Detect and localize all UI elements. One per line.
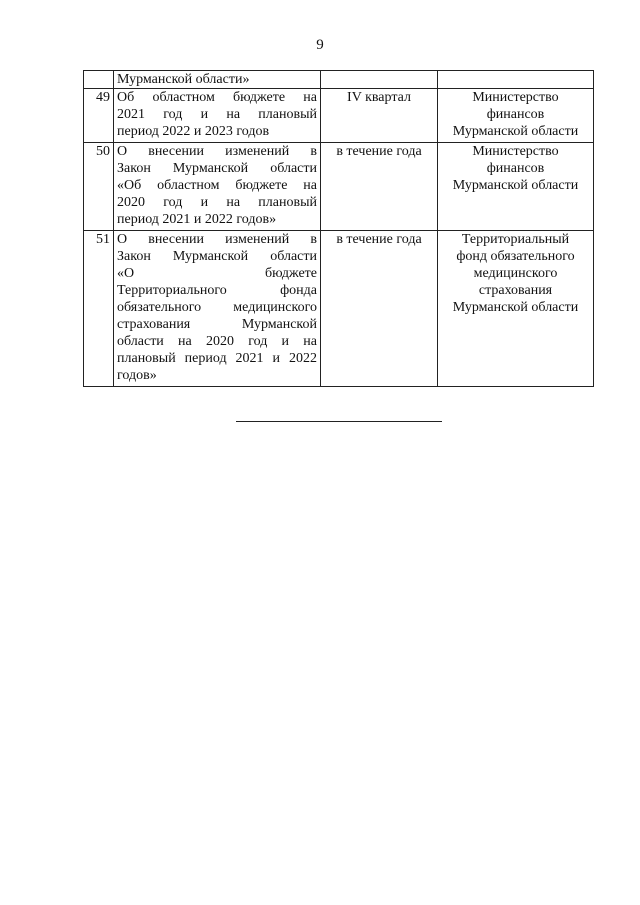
table-row	[84, 231, 594, 387]
law-title-line: период 2022 и 2023 годов	[117, 124, 270, 139]
law-title-line: Закон Мурманской области	[117, 161, 317, 176]
law-title-line: 2020 год и на плановый	[117, 195, 317, 210]
deadline: в течение года	[321, 143, 438, 231]
law-title	[114, 89, 321, 143]
responsible-line: Министерство	[472, 90, 559, 105]
law-title-line: «О бюджете	[117, 266, 317, 281]
table-row	[84, 143, 594, 231]
law-title-line: Мурманской области»	[117, 72, 250, 87]
law-title	[114, 143, 321, 231]
page-number: 9	[316, 37, 324, 53]
row-number: 50	[84, 143, 114, 231]
law-title-line: области на 2020 год и на	[117, 334, 317, 349]
responsible-party	[438, 143, 594, 231]
responsible-line: финансов	[486, 107, 545, 122]
law-title-line: 2021 год и на плановый	[117, 107, 317, 122]
responsible-line: Мурманской области	[452, 300, 579, 315]
deadline: в течение года	[321, 231, 438, 387]
law-title-line: обязательного медицинского	[117, 300, 317, 315]
plan-table	[83, 70, 594, 387]
deadline: IV квартал	[321, 89, 438, 143]
responsible-party	[438, 89, 594, 143]
end-of-document-rule	[236, 421, 442, 422]
responsible-line: Территориальный	[461, 232, 570, 247]
law-title-line: годов»	[117, 368, 157, 383]
law-title-line: «Об областном бюджете на	[117, 178, 317, 193]
responsible-line: Мурманской области	[452, 124, 579, 139]
responsible-line: медицинского	[473, 266, 558, 281]
law-title-line: Территориального фонда	[117, 283, 317, 298]
responsible-party	[438, 231, 594, 387]
responsible-party	[438, 71, 594, 89]
law-title-line: период 2021 и 2022 годов»	[117, 212, 277, 227]
law-title-line: страхования Мурманской	[117, 317, 317, 332]
law-title-line: О внесении изменений в	[117, 144, 317, 159]
law-title-line: О внесении изменений в	[117, 232, 317, 247]
law-title	[114, 231, 321, 387]
deadline	[321, 71, 438, 89]
law-title-line: плановый период 2021 и 2022	[117, 351, 317, 366]
responsible-line: Мурманской области	[452, 178, 579, 193]
responsible-line: Министерство	[472, 144, 559, 159]
table-row	[84, 89, 594, 143]
law-title-line: Закон Мурманской области	[117, 249, 317, 264]
row-number: 49	[84, 89, 114, 143]
law-title-line: Об областном бюджете на	[117, 90, 317, 105]
law-title	[114, 71, 321, 89]
table-row	[84, 71, 594, 89]
responsible-line: финансов	[486, 161, 545, 176]
row-number: 51	[84, 231, 114, 387]
row-number	[84, 71, 114, 89]
responsible-line: страхования	[478, 283, 553, 298]
responsible-line: фонд обязательного	[456, 249, 575, 264]
